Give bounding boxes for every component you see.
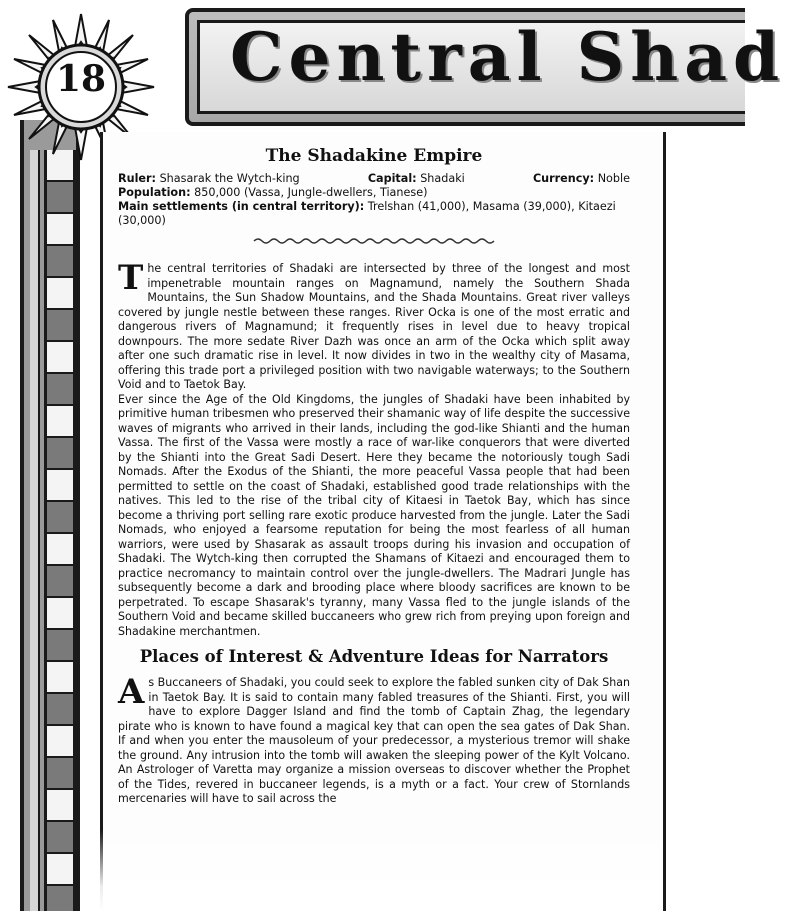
settlements-value: Trelshan (41,000), Masama (39,000), Kitaezi (30,000) xyxy=(118,200,616,227)
pillar-stripe-pattern xyxy=(44,150,76,911)
dropcap-t: T xyxy=(118,258,144,298)
history-paragraph-1-text: he central territories of Shadaki are intersected by three of the longest and most impenetrable mountain ranges on Magnamund, namely the Southern Shada Mountains, the Sun Shadow Mountains, and the Shada Mountains. Great river valleys covered by jungle nestle between these ranges. River Ocka is one of the most erratic and dangerous rivers of Magnamund; it frequently rises in level due to heavy tropical downpours. The more sedate River Dazh was once an arm of the Ocka which split away after one such dramatic rise in level. It now divides in two in the wealthy city of Masama, offering this trade port a privileged position with two navigable waterways; to the Southern Void and to Taetok Bay. xyxy=(118,262,630,391)
pillar-inner-line xyxy=(30,150,40,911)
history-paragraph-2: Ever since the Age of the Old Kingdoms, the jungles of Shadaki have been inhabited by primitive human tribesmen who preserved their shamanic way of life despite the successive waves of migrants who arrived in their lands, including the god-like Shianti and the human Vassa. The first of the Vassa were mostly a race of war-like conquerors that were diverted by the Shianti into the Great Sadi Desert. Here they became the notoriously tough Sadi Nomads. After the Exodus of the Shianti, the more peaceful Vassa people that had been permitted to settle on the coast of Shadaki, established good trade relationships with the natives. This led to the rise of the tribal city of Kitaesi in Taetok Bay, which has since become a thriving port selling rare exotic produce harvested from the jungle. Later the Sadi Nomads, who enjoyed a fearsome reputation for being the most fearless of all human warriors, were used by Shasarak as assault troops during his invasion and occupation of Shadaki. The Wytch-king then corrupted the Shamans of Kitaezi and encouraged them to practice necromancy to maintain control over the jungle-dwellers. The Madrari Jungle has subsequently become a dark and brooding place where bloody sacrifices are known to be perpetrated. To escape Shasarak's tyranny, many Vassa fled to the jungle islands of the Southern Void and became skilled buccaneers who grew rich from preying upon foreign and Shadakine merchantmen. xyxy=(118,392,630,638)
currency-entry xyxy=(533,172,630,186)
capital-label: Capital: xyxy=(367,172,417,185)
settlements-row xyxy=(118,200,630,228)
empire-info-block xyxy=(118,172,630,228)
population-value: 850,000 (Vassa, Jungle-dwellers, Tianese) xyxy=(194,186,428,199)
ruler-capital-currency-row xyxy=(118,172,630,186)
capital-value: Shadaki xyxy=(420,172,465,185)
chapter-number: 18 xyxy=(55,58,107,100)
ruler-entry xyxy=(118,172,300,186)
population-row xyxy=(118,186,630,200)
wavy-divider xyxy=(118,234,630,248)
chapter-title: Central Shad xyxy=(230,18,785,96)
history-paragraph-1 xyxy=(118,258,630,393)
page-content xyxy=(118,146,630,807)
places-paragraph-text: s Buccaneers of Shadaki, you could seek to explore the fabled sunken city of Dak Shan in Taetok Bay. It is said to contain many fabled treasures of the Shianti. First, you will have to explore Dagger Island and find the tomb of Captain Zhag, the legendary pirate who is known to have found a magical key that can open the sea gates of Dak Shan. If and when you enter the mausoleum of your predecessor, a mysterious tremor will shake the ground. Any intrusion into the tomb will awaken the sleeping power of the Kylt Volcano. An Astrologer of Varetta may organize a mission overseas to discover whether the Prophet of the Tides, revered in buccaneer legends, is a myth or a fact. Your crew of Stornlands mercenaries will have to sail across the xyxy=(118,676,630,805)
currency-label: Currency: xyxy=(532,172,595,185)
ruler-label: Ruler: xyxy=(118,172,156,185)
places-paragraph xyxy=(118,672,630,807)
currency-value: Noble xyxy=(597,172,630,185)
dropcap-a: A xyxy=(118,672,145,712)
settlements-label: Main settlements (in central territory): xyxy=(118,200,365,213)
places-section-title: Places of Interest & Adventure Ideas for Narrators xyxy=(139,647,609,666)
ruler-value: Shasarak the Wytch-king xyxy=(159,172,300,185)
population-label: Population: xyxy=(118,186,191,199)
empire-title: The Shadakine Empire xyxy=(265,146,483,166)
capital-entry xyxy=(368,172,465,186)
